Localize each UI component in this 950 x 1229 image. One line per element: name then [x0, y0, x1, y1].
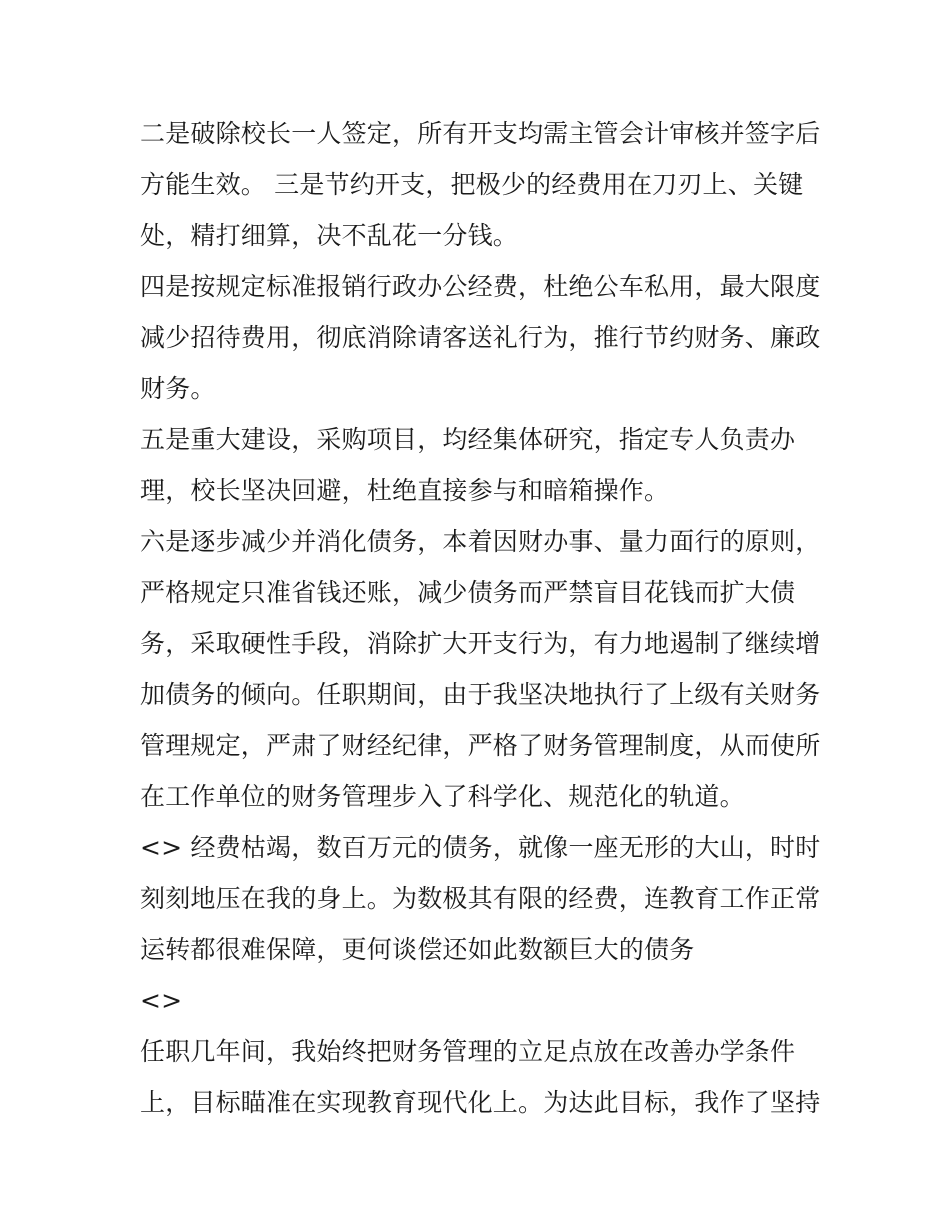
- paragraph-funding: [140, 822, 821, 975]
- text-line: 任职几年间，我始终把财务管理的立足点放在改善办学条件: [140, 1037, 796, 1066]
- text-line: 管理规定，严肃了财经纪律，严格了财务管理制度，从而使所: [140, 731, 821, 760]
- paragraph-tenure: [140, 1026, 821, 1128]
- text-line: 处，精打细算，决不乱花一分钱。: [140, 221, 519, 250]
- text-line: 务，采取硬性手段，消除扩大开支行为，有力地遏制了继续增: [140, 629, 821, 658]
- text-line: 四是按规定标准报销行政办公经费，杜绝公车私用，最大限度: [140, 272, 821, 301]
- text-line: 减少招待费用，彻底消除请客送礼行为，推行节约财务、廉政: [140, 323, 821, 352]
- text-line: 加债务的倾向。任职期间，由于我坚决地执行了上级有关财务: [140, 680, 821, 709]
- text-line: 上，目标瞄准在实现教育现代化上。为达此目标，我作了坚持: [140, 1088, 821, 1117]
- text-line: 理，校长坚决回避，杜绝直接参与和暗箱操作。: [140, 476, 670, 505]
- paragraph-marker: [140, 975, 816, 1026]
- text-line: 二是破除校长一人签定，所有开支均需主管会计审核并签字后: [140, 119, 821, 148]
- text-line: 在工作单位的财务管理步入了科学化、规范化的轨道。: [140, 782, 745, 811]
- text-line: 五是重大建设，采购项目，均经集体研究，指定专人负责办: [140, 425, 796, 454]
- text-line: <>: [140, 986, 183, 1015]
- paragraph-four: [140, 261, 821, 414]
- paragraph-five: [140, 414, 816, 516]
- text-line: 财务。: [140, 374, 216, 403]
- document-body: [140, 108, 821, 1128]
- text-line: 运转都很难保障，更何谈偿还如此数额巨大的债务: [140, 935, 695, 964]
- text-line: 严格规定只准省钱还账，减少债务而严禁盲目花钱而扩大债: [140, 578, 796, 607]
- text-line: 刻刻地压在我的身上。为数极其有限的经费，连教育工作正常: [140, 884, 821, 913]
- paragraph-two: [140, 108, 821, 261]
- paragraph-six: [140, 516, 821, 822]
- text-line: <> 经费枯竭，数百万元的债务，就像一座无形的大山，时时: [140, 833, 821, 862]
- text-line: 方能生效。 三是节约开支，把极少的经费用在刀刃上、关键: [140, 170, 804, 199]
- text-line: 六是逐步减少并消化债务，本着因财办事、量力面行的原则，: [140, 527, 821, 556]
